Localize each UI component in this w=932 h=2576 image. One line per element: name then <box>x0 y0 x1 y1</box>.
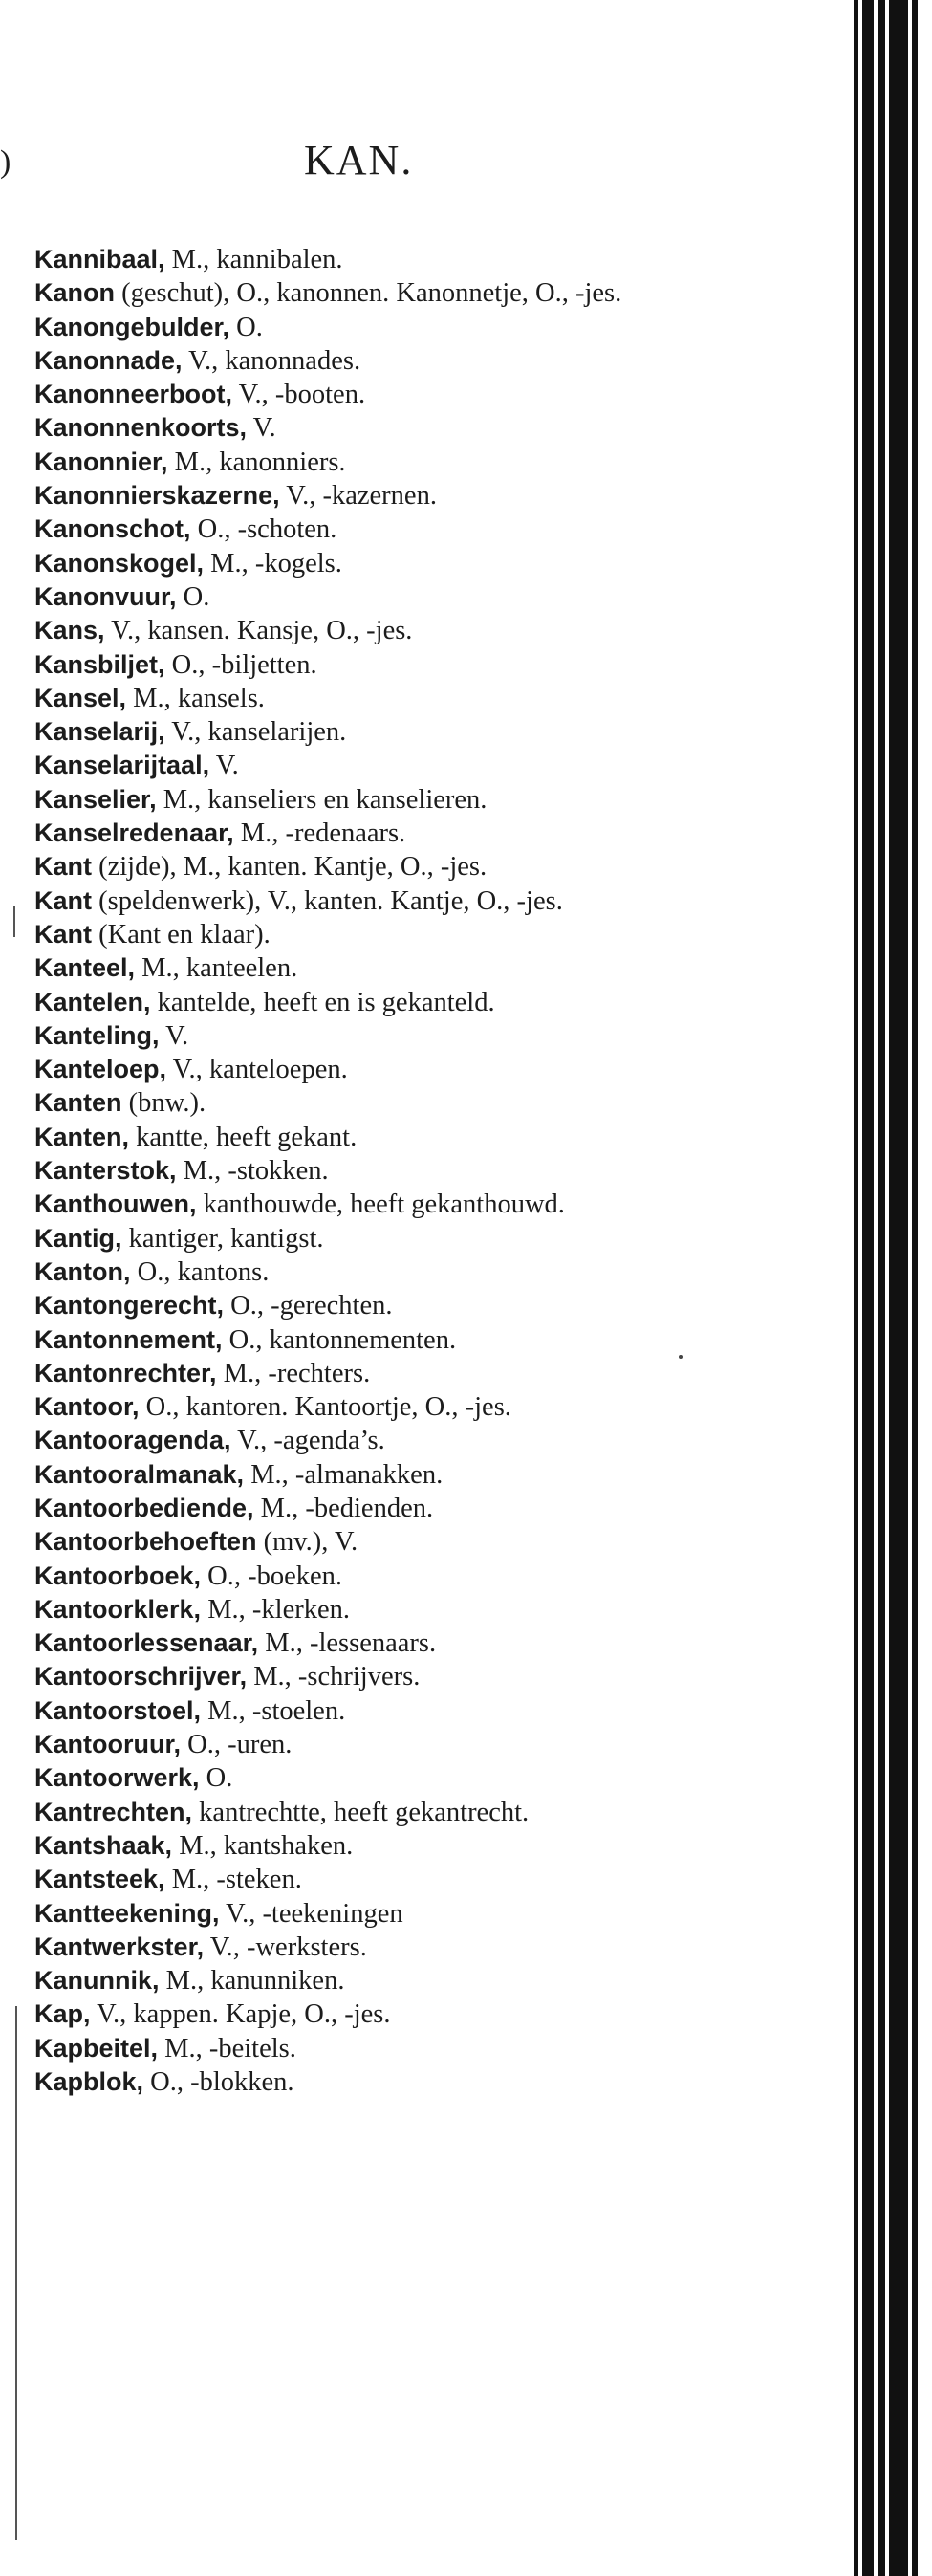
entry-definition: V., kanonnades. <box>182 345 361 376</box>
entry-definition: O. <box>229 312 263 342</box>
entry-definition: V. <box>209 751 239 781</box>
entry-headword: Kanon <box>34 278 115 308</box>
dictionary-entry <box>34 1829 719 1863</box>
entry-definition: O., kantons. <box>130 1256 270 1287</box>
dictionary-entry <box>34 1390 719 1424</box>
binding-edge <box>889 0 908 2576</box>
entry-definition: M., kansels. <box>126 683 265 713</box>
entry-headword: Kanunnik, <box>34 1966 160 1996</box>
entry-headword: Kansel, <box>34 683 127 712</box>
entry-definition: (geschut), O., kanonnen. Kanonnetje, O., -jes. <box>115 278 622 309</box>
entry-headword: Kantoorbehoeften <box>34 1527 257 1557</box>
entry-definition: O., kantoren. Kantoortje, O., -jes. <box>139 1392 511 1423</box>
entry-definition: M., -klerken. <box>201 1594 350 1625</box>
entry-definition: V., kappen. Kapje, O., -jes. <box>90 1999 391 2030</box>
entry-headword: Kantooragenda, <box>34 1426 231 1455</box>
entry-definition: (bnw.). <box>121 1088 206 1119</box>
dictionary-entry <box>34 1660 719 1693</box>
entry-headword: Kantoorlessenaar, <box>34 1628 259 1658</box>
binding-edge <box>878 0 885 2576</box>
entry-headword: Kanselier, <box>34 784 157 814</box>
entry-definition: (zijde), M., kanten. Kantje, O., -jes. <box>92 852 488 883</box>
entry-headword: Kanonskogel, <box>34 548 205 578</box>
entry-headword: Kantelen, <box>34 987 151 1016</box>
dictionary-entry <box>34 648 719 682</box>
entry-definition: O., -boeken. <box>201 1561 343 1591</box>
entry-definition: V., -teekeningen <box>219 1898 403 1929</box>
entry-headword: Kanonvuur, <box>34 581 177 611</box>
entry-definition: (Kant en klaar). <box>92 919 271 950</box>
entry-headword: Kantooruur, <box>34 1730 181 1759</box>
dictionary-entry <box>34 1188 719 1221</box>
entry-headword: Kantwerkster, <box>34 1932 205 1961</box>
entry-definition: M., kanunniken. <box>159 1966 345 1997</box>
dictionary-entry <box>34 918 719 951</box>
dictionary-entry <box>34 614 719 647</box>
entry-headword: Kantongerecht, <box>34 1291 225 1321</box>
entry-headword: Kantoorbediende, <box>34 1493 254 1522</box>
entry-headword: Kanterstok, <box>34 1156 177 1186</box>
entry-definition: V., -agenda’s. <box>230 1426 385 1456</box>
dictionary-entry <box>34 1626 719 1660</box>
entry-headword: Kantoorboek, <box>34 1561 202 1590</box>
dictionary-entry <box>34 682 719 715</box>
dictionary-entry <box>34 311 719 344</box>
entry-definition: M., kannibalen. <box>164 245 343 274</box>
dictionary-entry <box>34 986 719 1019</box>
dictionary-entry <box>34 547 719 580</box>
entry-headword: Kanteloep, <box>34 1055 167 1084</box>
entry-headword: Kanonschot, <box>34 514 191 544</box>
dictionary-entry <box>34 1931 719 1964</box>
dictionary-entry <box>34 850 719 884</box>
entry-definition: M., -lessenaars. <box>258 1628 437 1659</box>
entry-definition: M., -steken. <box>164 1865 302 1895</box>
entry-headword: Kanselarijtaal, <box>34 751 210 780</box>
entry-definition: M., kanseliers en kanselieren. <box>156 784 488 815</box>
dictionary-entry <box>34 715 719 749</box>
entry-headword: Kantoorschrijver, <box>34 1662 248 1692</box>
dictionary-entry <box>34 1761 719 1795</box>
entry-definition: V. <box>247 413 276 444</box>
dictionary-entry <box>34 276 719 310</box>
entry-definition: V., kansen. Kansje, O., -jes. <box>104 616 413 646</box>
entry-headword: Kant <box>34 852 92 882</box>
entry-definition: M., -kogels. <box>204 548 342 579</box>
entry-headword: Kantshaak, <box>34 1830 173 1860</box>
entry-definition: V. <box>159 1020 189 1051</box>
dictionary-entry <box>34 1086 719 1120</box>
entry-definition: kantte, heeft gekant. <box>129 1122 358 1152</box>
entry-headword: Kantrechten, <box>34 1797 193 1826</box>
entry-headword: Kanselredenaar, <box>34 819 234 848</box>
entry-headword: Kanselarij, <box>34 717 165 747</box>
entry-definition: M., -schrijvers. <box>247 1662 421 1692</box>
entry-headword: Kantig, <box>34 1223 122 1253</box>
entry-definition: M., -beitels. <box>158 2033 296 2063</box>
entry-headword: Kantoorstoel, <box>34 1695 202 1725</box>
dictionary-entry <box>34 1863 719 1896</box>
entry-headword: Kanteling, <box>34 1020 160 1050</box>
dictionary-entry <box>34 1255 719 1289</box>
dictionary-entry <box>34 1997 719 2031</box>
entry-headword: Kantonrechter, <box>34 1358 217 1387</box>
dictionary-entry <box>34 1222 719 1255</box>
entry-headword: Kanthouwen, <box>34 1190 197 1219</box>
dictionary-entry <box>34 446 719 479</box>
entry-definition: O., -uren. <box>181 1730 293 1760</box>
entry-definition: M., -almanakken. <box>244 1459 444 1490</box>
entry-definition: O. <box>199 1763 233 1794</box>
entry-headword: Kap, <box>34 1999 91 2029</box>
entry-headword: Kans, <box>34 616 105 645</box>
dictionary-entry <box>34 1492 719 1525</box>
entry-definition: O., -schoten. <box>190 514 337 545</box>
entry-definition: V., -kazernen. <box>279 481 437 512</box>
dictionary-entry <box>34 783 719 817</box>
entry-definition: M., -redenaars. <box>233 819 406 849</box>
entry-definition: O., kantonnementen. <box>222 1324 457 1355</box>
dictionary-entry <box>34 884 719 918</box>
entry-headword: Kantooralmanak, <box>34 1459 245 1489</box>
dictionary-entry <box>34 1964 719 1997</box>
entry-headword: Kapblok, <box>34 2067 144 2097</box>
entry-headword: Kanonneerboot, <box>34 380 232 409</box>
dictionary-entry <box>34 1897 719 1931</box>
dictionary-entry <box>34 243 719 276</box>
dictionary-entry <box>34 580 719 614</box>
entry-definition: M., kanteelen. <box>135 953 298 984</box>
entry-definition: M., -rechters. <box>216 1358 371 1388</box>
entry-headword: Kant <box>34 885 92 915</box>
entry-headword: Kantoorwerk, <box>34 1763 200 1793</box>
entry-headword: Kant <box>34 919 92 949</box>
dictionary-entry <box>34 1560 719 1593</box>
entry-headword: Kantonnement, <box>34 1324 223 1354</box>
dictionary-entry <box>34 344 719 378</box>
entry-definition: M., -stokken. <box>176 1156 329 1187</box>
dictionary-entry <box>34 479 719 513</box>
entry-headword: Kantoorklerk, <box>34 1594 202 1624</box>
entry-definition: kantrechtte, heeft gekantrecht. <box>192 1797 530 1827</box>
entry-headword: Kanongebulder, <box>34 312 230 341</box>
entry-headword: Kanonnierskazerne, <box>34 481 280 511</box>
entry-definition: (mv.), V. <box>256 1527 358 1558</box>
dictionary-entry <box>34 1121 719 1154</box>
dictionary-entry <box>34 2032 719 2065</box>
entry-definition: O., -gerechten. <box>224 1291 393 1321</box>
entry-headword: Kanten, <box>34 1122 130 1151</box>
entry-headword: Kapbeitel, <box>34 2033 159 2063</box>
dictionary-entry <box>34 1694 719 1728</box>
dictionary-entries <box>34 243 719 2099</box>
entry-headword: Kanonnier, <box>34 447 168 476</box>
entry-definition: M., kantshaken. <box>172 1830 354 1861</box>
page-edge-mark: ) <box>0 144 11 180</box>
dictionary-entry <box>34 2065 719 2099</box>
entry-headword: Kanteel, <box>34 953 136 983</box>
dictionary-entry <box>34 1357 719 1390</box>
dictionary-entry <box>34 1053 719 1086</box>
entry-headword: Kanten <box>34 1088 122 1118</box>
entry-headword: Kanonnade, <box>34 345 183 375</box>
binding-edge <box>862 0 874 2576</box>
entry-definition: O. <box>176 581 210 612</box>
dictionary-entry <box>34 1593 719 1626</box>
dictionary-entry <box>34 1525 719 1559</box>
entry-definition: kantiger, kantigst. <box>121 1223 324 1254</box>
dictionary-entry <box>34 1019 719 1053</box>
dictionary-entry <box>34 951 719 985</box>
entry-definition: M., -stoelen. <box>201 1695 346 1726</box>
dictionary-entry <box>34 1289 719 1322</box>
binding-edge <box>854 0 858 2576</box>
margin-rule <box>15 2006 17 2540</box>
dictionary-entry <box>34 411 719 445</box>
entry-definition: M., -bedienden. <box>253 1493 434 1523</box>
dictionary-entry <box>34 1796 719 1829</box>
entry-definition: kanthouwde, heeft gekanthouwd. <box>196 1190 565 1220</box>
margin-rule <box>13 906 15 937</box>
entry-definition: V., kanselarijen. <box>164 717 347 748</box>
entry-headword: Kannibaal, <box>34 245 165 273</box>
entry-definition: V., kanteloepen. <box>166 1055 348 1085</box>
entry-headword: Kanonnenkoorts, <box>34 413 248 443</box>
entry-definition: kantelde, heeft en is gekanteld. <box>150 987 495 1017</box>
entry-definition: V., -werksters. <box>204 1932 367 1962</box>
dictionary-entry <box>34 817 719 850</box>
entry-headword: Kantoor, <box>34 1392 140 1422</box>
entry-definition: V., -booten. <box>232 380 366 410</box>
entry-headword: Kansbiljet, <box>34 649 165 679</box>
dictionary-entry <box>34 513 719 546</box>
entry-definition: (speldenwerk), V., kanten. Kantje, O., -jes. <box>92 885 563 916</box>
entry-definition: O., -blokken. <box>143 2067 294 2098</box>
dictionary-entry <box>34 1728 719 1761</box>
entry-headword: Kanton, <box>34 1256 131 1286</box>
dictionary-entry <box>34 749 719 782</box>
page-header: KAN. <box>304 137 414 184</box>
dictionary-entry <box>34 1458 719 1492</box>
entry-headword: Kantsteek, <box>34 1865 165 1894</box>
entry-definition: M., kanonniers. <box>167 447 346 477</box>
binding-edge <box>912 0 918 2576</box>
dictionary-entry <box>34 1323 719 1357</box>
dictionary-entry <box>34 1424 719 1457</box>
dictionary-entry <box>34 1154 719 1188</box>
entry-definition: O., -biljetten. <box>164 649 317 680</box>
dictionary-entry <box>34 378 719 411</box>
entry-headword: Kantteekening, <box>34 1898 220 1928</box>
